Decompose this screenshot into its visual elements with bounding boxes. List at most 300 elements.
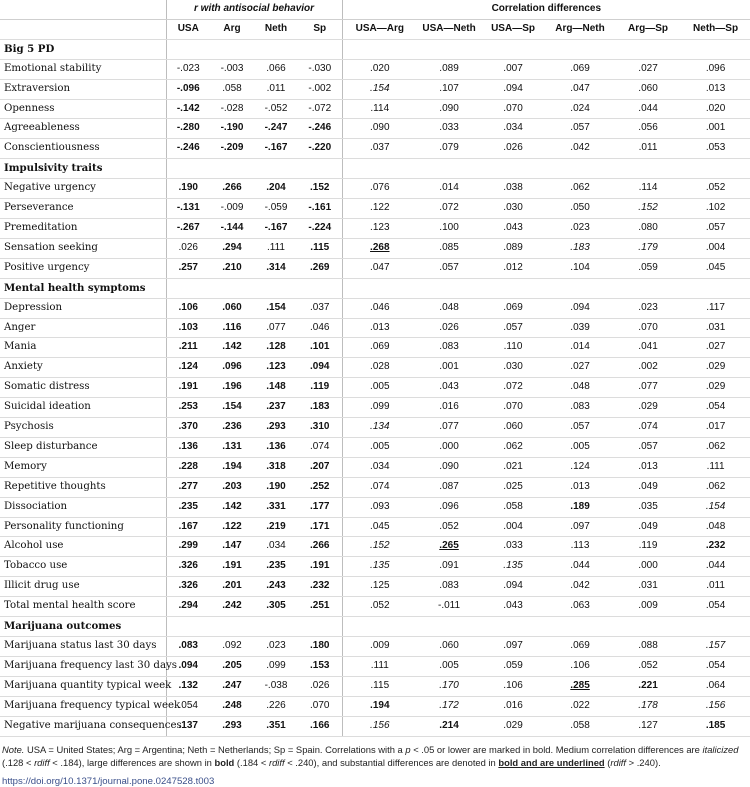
table-cell [615, 199, 681, 219]
table-cell [615, 358, 681, 378]
cell-value: .214 [439, 719, 459, 731]
cell-value: .111 [370, 659, 389, 671]
cell-value: -.142 [176, 102, 200, 114]
cell-value: .101 [310, 341, 330, 353]
table-cell [254, 517, 298, 537]
cell-value: -.144 [220, 221, 244, 233]
section-filler [342, 278, 417, 298]
table-cell [417, 577, 481, 597]
section-filler [417, 39, 481, 59]
cell-value: .253 [178, 401, 198, 413]
cell-value: .048 [570, 381, 590, 393]
table-cell [210, 716, 254, 736]
section-filler [254, 617, 298, 637]
table-cell [210, 358, 254, 378]
cell-value: .097 [503, 640, 523, 651]
table-cell [615, 139, 681, 159]
cell-value: .024 [570, 102, 590, 114]
table-cell [166, 497, 210, 517]
cell-value: .069 [370, 341, 390, 353]
cell-value: .277 [178, 480, 198, 492]
column-header: Arg—Neth [545, 19, 615, 39]
cell-value: .266 [222, 182, 242, 194]
row-label: Alcohol use [0, 537, 166, 557]
table-row [0, 716, 750, 736]
table-cell [342, 139, 417, 159]
table-cell [545, 716, 615, 736]
column-header: Sp [298, 19, 342, 39]
cell-value: .269 [310, 261, 330, 273]
cell-value: .060 [222, 301, 242, 313]
table-cell [417, 457, 481, 477]
table-cell [681, 378, 750, 398]
cell-value: .083 [178, 640, 198, 651]
table-cell [254, 79, 298, 99]
column-header-row [0, 19, 750, 39]
cell-value: .157 [705, 640, 726, 651]
table-cell [615, 179, 681, 199]
table-cell [481, 318, 545, 338]
table-cell [417, 139, 481, 159]
section-filler [254, 39, 298, 59]
table-cell [681, 537, 750, 557]
cell-value: .235 [266, 560, 286, 572]
table-cell [210, 557, 254, 577]
row-label: Suicidal ideation [0, 398, 166, 418]
table-cell [298, 79, 342, 99]
cell-value: .034 [503, 122, 523, 134]
cell-value: .179 [638, 241, 658, 253]
table-cell [481, 119, 545, 139]
cell-value: .070 [503, 401, 523, 413]
table-cell [481, 79, 545, 99]
cell-value: .170 [439, 679, 459, 691]
row-label: Marijuana quantity typical week [0, 676, 166, 696]
cell-value: .052 [439, 520, 459, 532]
cell-value: .131 [222, 440, 242, 452]
table-cell [545, 457, 615, 477]
table-cell [254, 378, 298, 398]
cell-value: -.023 [176, 62, 200, 74]
cell-value: .069 [570, 640, 590, 651]
row-label: Sleep disturbance [0, 437, 166, 457]
table-cell [210, 457, 254, 477]
cell-value: .094 [570, 301, 590, 313]
table-cell [545, 218, 615, 238]
table-row [0, 318, 750, 338]
cell-value: .237 [266, 401, 286, 413]
cell-value: .026 [439, 321, 459, 333]
cell-value: .072 [439, 202, 459, 214]
table-cell [342, 378, 417, 398]
cell-value: .125 [370, 580, 390, 592]
table-cell [166, 597, 210, 617]
table-cell [254, 696, 298, 716]
cell-value: .045 [705, 261, 726, 273]
table-cell [615, 497, 681, 517]
cell-value: .196 [222, 381, 242, 393]
table-cell [342, 557, 417, 577]
row-label: Memory [0, 457, 166, 477]
table-cell [166, 218, 210, 238]
table-cell [210, 517, 254, 537]
section-filler [481, 278, 545, 298]
table-cell [417, 338, 481, 358]
cell-value: .326 [178, 560, 198, 572]
table-cell [417, 676, 481, 696]
table-cell [481, 218, 545, 238]
cell-value: .034 [266, 540, 286, 552]
cell-value: .154 [222, 401, 242, 413]
cell-value: .114 [638, 182, 658, 194]
cell-value: .097 [570, 520, 590, 532]
table-cell [254, 537, 298, 557]
table-cell [615, 637, 681, 657]
table-cell [417, 517, 481, 537]
cell-value: .252 [310, 480, 330, 492]
cell-value: .077 [439, 421, 459, 433]
table-cell [342, 199, 417, 219]
table-cell [342, 457, 417, 477]
section-title: Mental health symptoms [0, 278, 166, 298]
section-filler [298, 278, 342, 298]
table-cell [681, 637, 750, 657]
table-cell [545, 99, 615, 119]
column-header: USA—Sp [481, 19, 545, 39]
cell-value: .000 [638, 560, 658, 572]
cell-value: .011 [638, 142, 658, 154]
cell-value: .074 [638, 421, 658, 433]
table-cell [615, 79, 681, 99]
cell-value: .122 [370, 202, 390, 214]
table-cell [298, 298, 342, 318]
cell-value: .268 [370, 241, 390, 253]
table-cell [417, 656, 481, 676]
table-cell [210, 597, 254, 617]
table-cell [615, 59, 681, 79]
table-cell [681, 119, 750, 139]
note-rdiff2: rdiff [268, 757, 285, 769]
cell-value: .059 [503, 659, 523, 671]
cell-value: .037 [310, 301, 330, 313]
table-cell [615, 258, 681, 278]
cell-value: .057 [705, 221, 726, 233]
table-cell [545, 358, 615, 378]
section-title: Impulsivity traits [0, 159, 166, 179]
cell-value: .028 [370, 361, 390, 373]
table-cell [298, 457, 342, 477]
table-cell [417, 99, 481, 119]
table-cell [615, 398, 681, 418]
note-italicized: italicized [702, 743, 739, 755]
table-cell [615, 378, 681, 398]
table-cell [342, 238, 417, 258]
table-cell [166, 338, 210, 358]
table-cell [254, 497, 298, 517]
table-cell [681, 179, 750, 199]
cell-value: -.280 [176, 122, 200, 134]
table-cell [166, 418, 210, 438]
table-cell [342, 696, 417, 716]
cell-value: .089 [503, 241, 523, 253]
table-cell [615, 457, 681, 477]
table-cell [481, 557, 545, 577]
cell-value: .115 [370, 679, 390, 691]
table-cell [342, 59, 417, 79]
table-cell [254, 457, 298, 477]
table-cell [166, 358, 210, 378]
table-cell [254, 139, 298, 159]
table-cell [210, 199, 254, 219]
cell-value: .096 [705, 62, 726, 74]
table-cell [615, 298, 681, 318]
section-filler [166, 278, 210, 298]
cell-value: .007 [503, 62, 523, 74]
cell-value: .004 [705, 241, 726, 253]
table-cell [481, 637, 545, 657]
cell-value: .096 [222, 361, 242, 373]
cell-value: .017 [705, 421, 726, 433]
section-filler [417, 278, 481, 298]
table-cell [210, 218, 254, 238]
table-cell [254, 418, 298, 438]
cell-value: .251 [310, 600, 330, 612]
table-cell [545, 418, 615, 438]
table-cell [298, 537, 342, 557]
cell-value: .228 [178, 460, 198, 472]
table-cell [615, 477, 681, 497]
table-cell [254, 557, 298, 577]
section-title: Marijuana outcomes [0, 617, 166, 637]
row-label: Repetitive thoughts [0, 477, 166, 497]
table-cell [615, 119, 681, 139]
cell-value: .020 [705, 102, 726, 114]
table-cell [481, 676, 545, 696]
section-filler [298, 159, 342, 179]
table-cell [298, 637, 342, 657]
cell-value: .191 [222, 560, 242, 572]
table-cell [342, 477, 417, 497]
table-cell [417, 378, 481, 398]
cell-value: .094 [503, 580, 523, 592]
cell-value: .043 [503, 600, 523, 612]
table-cell [254, 398, 298, 418]
table-row [0, 557, 750, 577]
cell-value: .226 [266, 699, 286, 711]
table-cell [342, 597, 417, 617]
table-cell [681, 398, 750, 418]
cell-value: .056 [638, 122, 658, 134]
table-cell [545, 517, 615, 537]
cell-value: .205 [222, 659, 242, 671]
section-row [0, 39, 750, 59]
section-filler [166, 159, 210, 179]
table-cell [681, 79, 750, 99]
cell-value: .070 [503, 102, 523, 114]
cell-value: .106 [570, 659, 590, 671]
table-cell [342, 656, 417, 676]
cell-value: .102 [705, 202, 726, 214]
cell-value: -.190 [220, 122, 244, 134]
cell-value: .011 [706, 580, 725, 592]
table-cell [481, 358, 545, 378]
cell-value: -.011 [438, 600, 461, 612]
doi-link[interactable]: https://doi.org/10.1371/journal.pone.0247528.t003 [2, 775, 215, 787]
cell-value: .060 [503, 421, 523, 433]
table-cell [545, 59, 615, 79]
table-cell [342, 517, 417, 537]
section-filler [254, 159, 298, 179]
cell-value: .107 [439, 82, 459, 94]
table-row [0, 258, 750, 278]
table-cell [254, 437, 298, 457]
table-cell [545, 656, 615, 676]
table-cell [298, 119, 342, 139]
section-filler [545, 278, 615, 298]
table-cell [681, 656, 750, 676]
table-cell [210, 398, 254, 418]
table-cell [681, 457, 750, 477]
section-filler [298, 617, 342, 637]
cell-value: .042 [570, 142, 590, 154]
row-label: Openness [0, 99, 166, 119]
table-cell [166, 637, 210, 657]
table-cell [615, 577, 681, 597]
cell-value: .020 [370, 62, 390, 74]
table-cell [342, 577, 417, 597]
table-cell [298, 656, 342, 676]
cell-value: .042 [570, 580, 590, 592]
cell-value: .096 [439, 500, 459, 512]
cell-value: .201 [222, 580, 242, 592]
table-cell [615, 716, 681, 736]
table-cell [545, 139, 615, 159]
table-cell [545, 258, 615, 278]
table-cell [417, 477, 481, 497]
table-cell [417, 318, 481, 338]
cell-value: .185 [705, 719, 726, 731]
cell-value: .370 [178, 421, 198, 433]
table-cell [615, 517, 681, 537]
section-title: Big 5 PD [0, 39, 166, 59]
table-cell [417, 597, 481, 617]
row-label: Dissociation [0, 497, 166, 517]
cell-value: .166 [310, 719, 330, 731]
cell-value: .314 [266, 261, 286, 273]
table-cell [417, 537, 481, 557]
section-filler [210, 278, 254, 298]
table-cell [615, 238, 681, 258]
row-label: Personality functioning [0, 517, 166, 537]
table-cell [481, 477, 545, 497]
table-cell [615, 437, 681, 457]
table-cell [481, 537, 545, 557]
table-cell [210, 79, 254, 99]
table-cell [342, 716, 417, 736]
cell-value: .094 [310, 361, 330, 373]
cell-value: .136 [178, 440, 198, 452]
cell-value: .030 [503, 202, 523, 214]
section-filler [681, 39, 750, 59]
table-cell [166, 537, 210, 557]
table-cell [254, 258, 298, 278]
cell-value: .044 [570, 560, 590, 572]
note-rdiff1: rdiff [34, 757, 50, 769]
table-cell [417, 637, 481, 657]
header-blank-2 [0, 19, 166, 39]
cell-value: .285 [570, 679, 590, 691]
table-cell [481, 597, 545, 617]
table-cell [166, 577, 210, 597]
section-filler [210, 617, 254, 637]
cell-value: .091 [439, 560, 459, 572]
cell-value: .054 [705, 401, 726, 413]
cell-value: .156 [705, 699, 726, 711]
cell-value: .099 [370, 401, 390, 413]
row-label: Negative marijuana consequences [0, 716, 166, 736]
cell-value: .293 [266, 421, 286, 433]
cell-value: .054 [705, 659, 726, 671]
table-cell [254, 597, 298, 617]
table-cell [481, 139, 545, 159]
section-filler [681, 159, 750, 179]
table-cell [615, 696, 681, 716]
table-cell [210, 437, 254, 457]
table-cell [681, 139, 750, 159]
cell-value: .132 [178, 679, 198, 691]
cell-value: .059 [638, 261, 658, 273]
table-cell [210, 119, 254, 139]
cell-value: .154 [705, 500, 726, 512]
cell-value: .027 [570, 361, 590, 373]
table-cell [210, 139, 254, 159]
cell-value: .113 [570, 540, 590, 552]
cell-value: .029 [503, 719, 523, 731]
table-cell [342, 437, 417, 457]
section-row [0, 617, 750, 637]
table-cell [342, 218, 417, 238]
table-cell [210, 238, 254, 258]
section-filler [342, 39, 417, 59]
section-filler [545, 617, 615, 637]
table-cell [342, 497, 417, 517]
table-cell [210, 99, 254, 119]
table-cell [417, 557, 481, 577]
table-cell [342, 298, 417, 318]
table-cell [210, 59, 254, 79]
column-header: Arg [210, 19, 254, 39]
cell-value: .057 [503, 321, 523, 333]
table-cell [681, 497, 750, 517]
cell-value: .038 [503, 182, 523, 194]
cell-value: .299 [178, 540, 198, 552]
cell-value: .257 [178, 261, 198, 273]
section-row [0, 278, 750, 298]
table-cell [166, 437, 210, 457]
table-cell [298, 199, 342, 219]
cell-value: .152 [310, 182, 330, 194]
table-cell [417, 79, 481, 99]
column-header: USA [166, 19, 210, 39]
table-cell [298, 218, 342, 238]
table-cell [545, 477, 615, 497]
section-filler [615, 159, 681, 179]
cell-value: .069 [570, 62, 590, 74]
table-cell [615, 338, 681, 358]
table-cell [681, 199, 750, 219]
cell-value: .001 [439, 361, 459, 373]
cell-value: .122 [222, 520, 242, 532]
